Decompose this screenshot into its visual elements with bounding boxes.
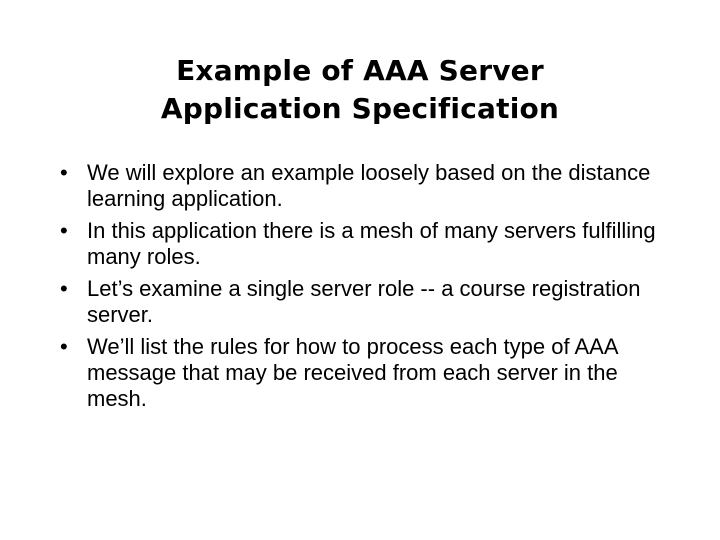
slide-title-line-1: Example of AAA Server [176,54,544,87]
bullet-list [60,160,670,418]
bullet-icon: • [60,160,68,185]
bullet-icon: • [60,334,68,359]
bullet-item-4 [60,334,670,412]
bullet-text-1: We will explore an example loosely based on the distance learning application. [87,160,651,211]
bullet-icon: • [60,218,68,243]
slide-title-line-2: Application Specification [160,92,560,125]
bullet-text-4: We’ll list the rules for how to process each type of AAA message that may be received from each server in the mesh. [87,334,618,411]
slide-title [60,52,660,128]
bullet-item-2 [60,218,670,270]
bullet-icon: • [60,276,68,301]
bullet-text-2: In this application there is a mesh of many servers fulfilling many roles. [87,218,656,269]
bullet-text-3: Let’s examine a single server role -- a course registration server. [87,276,641,327]
bullet-item-1 [60,160,670,212]
bullet-item-3 [60,276,670,328]
